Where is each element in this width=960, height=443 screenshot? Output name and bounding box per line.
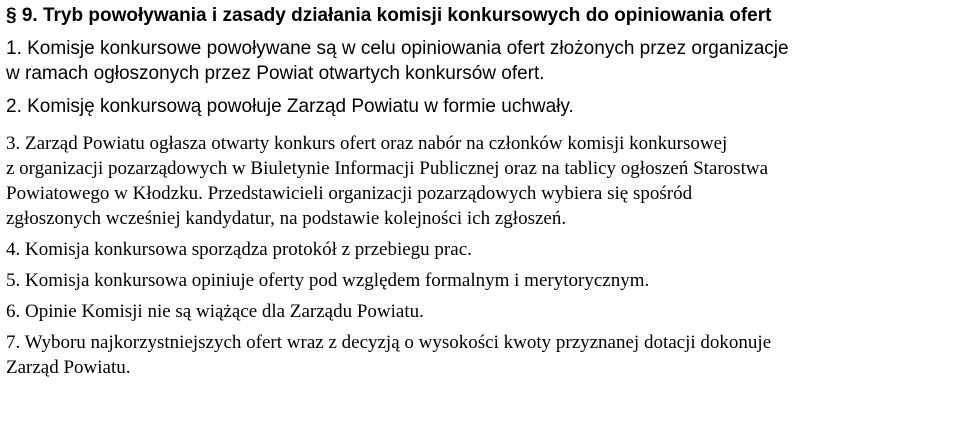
paragraph-line: 6. Opinie Komisji nie są wiążące dla Zarządu Powiatu. xyxy=(6,301,424,322)
paragraph-line: Powiatowego w Kłodzku. Przedstawicieli organizacji pozarządowych wybiera się spośród xyxy=(6,183,693,204)
paragraph-5 xyxy=(6,268,956,293)
section-heading: § 9. Tryb powoływania i zasady działania komisji konkursowych do opiniowania ofert xyxy=(6,5,772,26)
paragraph-line: w ramach ogłoszonych przez Powiat otwartych konkursów ofert. xyxy=(6,63,545,84)
paragraph-line: 3. Zarząd Powiatu ogłasza otwarty konkurs ofert oraz nabór na członków komisji konkursowej xyxy=(6,133,728,154)
paragraph-line: Zarząd Powiatu. xyxy=(6,357,131,378)
paragraph-4 xyxy=(6,237,956,262)
paragraph-line: 1. Komisje konkursowe powoływane są w celu opiniowania ofert złożonych przez organizacje xyxy=(6,38,789,59)
paragraph-line: 4. Komisja konkursowa sporządza protokół z przebiegu prac. xyxy=(6,239,472,260)
paragraph-line: zgłoszonych wcześniej kandydatur, na podstawie kolejności ich zgłoszeń. xyxy=(6,208,567,229)
paragraph-line: 5. Komisja konkursowa opiniuje oferty pod względem formalnym i merytorycznym. xyxy=(6,270,650,291)
paragraph-2 xyxy=(6,94,956,119)
paragraph-line: z organizacji pozarządowych w Biuletynie Informacji Publicznej oraz na tablicy ogłoszeń Starostwa xyxy=(6,158,769,179)
paragraph-line: 7. Wyboru najkorzystniejszych ofert wraz z decyzją o wysokości kwoty przyznanej dotacji dokonuje xyxy=(6,332,772,353)
document-body xyxy=(6,0,956,380)
paragraph-1 xyxy=(6,36,956,86)
paragraph-3 xyxy=(6,131,956,231)
paragraph-6 xyxy=(6,299,956,324)
paragraph-7 xyxy=(6,330,956,380)
paragraph-line: 2. Komisję konkursową powołuje Zarząd Powiatu w formie uchwały. xyxy=(6,96,574,117)
